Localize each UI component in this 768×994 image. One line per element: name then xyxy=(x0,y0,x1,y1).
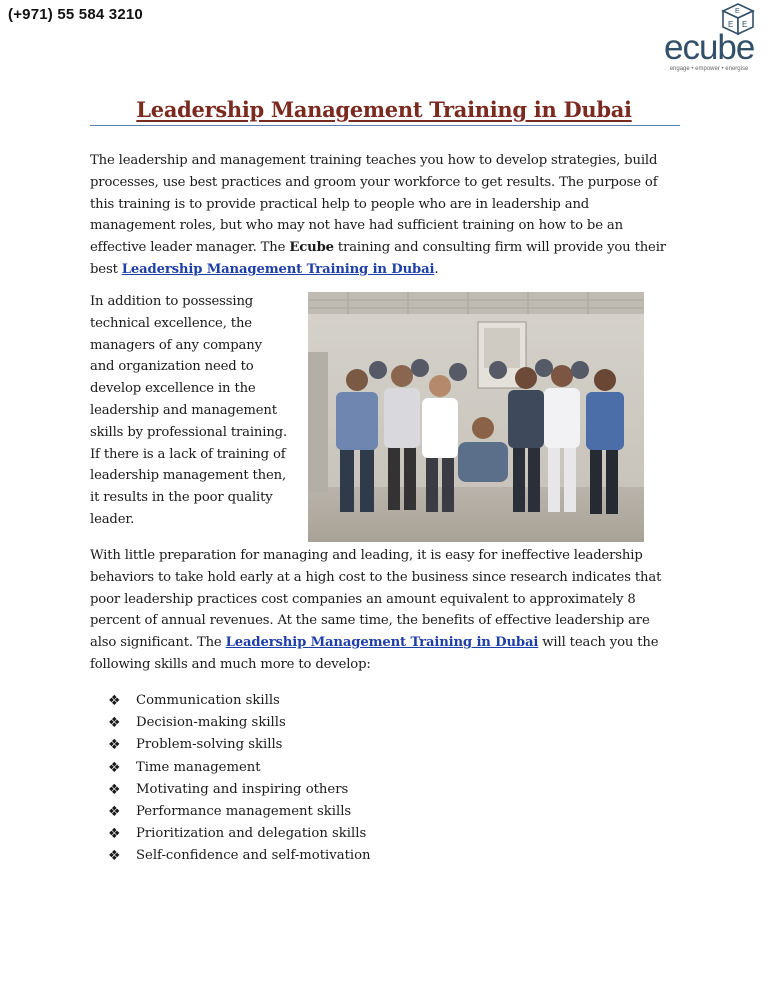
logo-tagline: engage • empower • energise xyxy=(669,66,749,72)
diamond-bullet-icon: ❖ xyxy=(108,693,121,709)
svg-text:E: E xyxy=(728,20,734,29)
skills-list xyxy=(108,690,371,868)
svg-text:E: E xyxy=(742,20,748,29)
body-training-link[interactable]: Leadership Management Training in Dubai xyxy=(225,635,539,651)
diamond-bullet-icon: ❖ xyxy=(108,803,121,820)
intro-paragraph: The leadership and management training teaches you how to develop strategies, build processes, use best practices and groom your workforce to get results. The purpose of this training is to provide practical help to people who are in leadership and management roles, but who may not have had sufficient training on how to be an effective leader manager. The Ecube training and consulting firm will provide you their best Leadership Management Training in Dubai. xyxy=(90,153,666,277)
list-item: ❖ Motivating and inspiring others xyxy=(108,779,371,801)
svg-text:E: E xyxy=(735,8,740,15)
diamond-bullet-icon: ❖ xyxy=(108,759,121,776)
list-item: ❖ Self-confidence and self-motivation xyxy=(108,845,371,867)
intro-training-link[interactable]: Leadership Management Training in Dubai xyxy=(121,261,435,277)
page-title: Leadership Management Training in Dubai xyxy=(136,97,632,122)
list-item: ❖ Time management xyxy=(108,757,371,779)
group-photo xyxy=(308,292,644,542)
title-divider xyxy=(90,125,680,126)
list-item: ❖ Decision-making skills xyxy=(108,712,371,734)
diamond-bullet-icon: ❖ xyxy=(108,737,121,754)
side-paragraph: In addition to possessing technical excellence, the managers of any company and organization need to develop excellence in the leadership and management skills by professional training. If there is a lack of training of leadership management then, it results in the poor quality leader. xyxy=(90,294,288,527)
diamond-bullet-icon: ❖ xyxy=(108,781,121,798)
phone-number: (+971) 55 584 3210 xyxy=(8,6,143,23)
diamond-bullet-icon: ❖ xyxy=(108,826,121,843)
body-paragraph: With little preparation for managing and leading, it is easy for ineffective leadership behaviors to take hold early at a high cost to the business since research indicates that poor leadership practices cost companies an amount equivalent to approximately 8 percent of annual revenues. At the same time, the benefits of effective leadership are also significant. The Leadership Management Training in Dubai will teach you the following skills and much more to develop: xyxy=(90,548,662,672)
list-item: ❖ Problem-solving skills xyxy=(108,734,371,756)
brand-name: Ecube xyxy=(289,240,334,256)
list-item: ❖ Communication skills xyxy=(108,690,371,712)
diamond-bullet-icon: ❖ xyxy=(108,715,121,732)
list-item: ❖ Performance management skills xyxy=(108,801,371,823)
diamond-bullet-icon: ❖ xyxy=(108,848,121,865)
list-item: ❖ Prioritization and delegation skills xyxy=(108,823,371,845)
logo-wordmark: ecube xyxy=(664,28,755,67)
ecube-logo xyxy=(664,2,760,74)
